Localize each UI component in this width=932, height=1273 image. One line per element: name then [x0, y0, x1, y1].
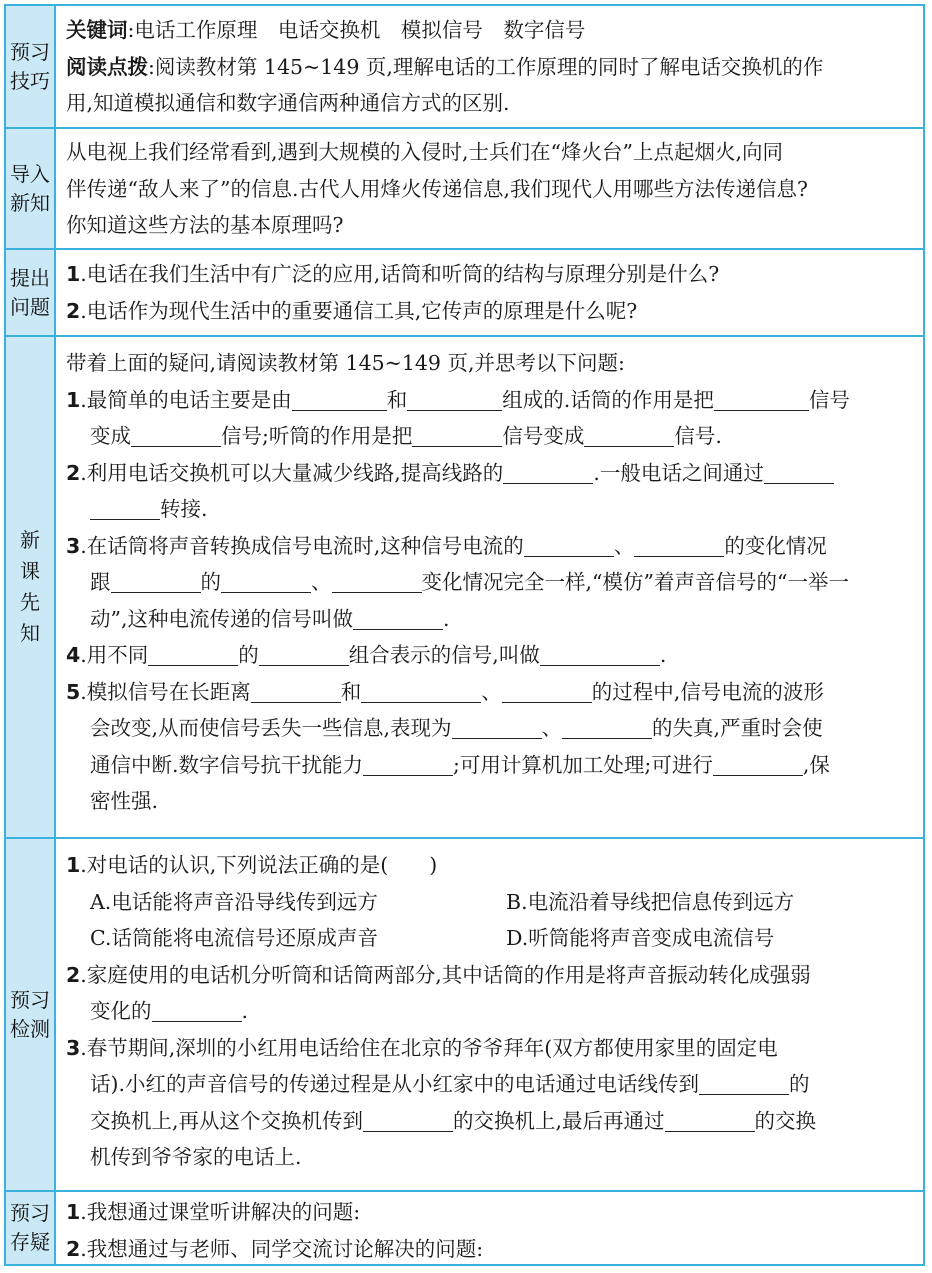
answer-blank[interactable] — [540, 643, 660, 666]
intro-text: 带着上面的疑问,请阅读教材第 145~149 页,并思考以下问题: — [66, 351, 625, 375]
answer-blank[interactable] — [148, 643, 238, 666]
text-line: 话).小红的声音信号的传递过程是从小红家中的电话通过电话线传到 的 — [90, 1072, 810, 1096]
answer-blank[interactable] — [363, 753, 453, 776]
choice-options-row — [66, 920, 915, 957]
text-line — [66, 49, 915, 86]
answer-blank[interactable] — [251, 680, 341, 703]
text-line — [66, 12, 915, 49]
option-a[interactable]: A.电话能将声音沿导线传到远方 — [90, 889, 378, 914]
answer-blank[interactable] — [764, 461, 834, 484]
answer-blank[interactable] — [412, 424, 502, 447]
answer-blank[interactable] — [90, 497, 160, 520]
section-label: 预习 技巧 — [6, 6, 56, 127]
answer-blank[interactable] — [714, 388, 809, 411]
paragraph-line: 从电视上我们经常看到,遇到大规模的入侵时,士兵们在“烽火台”上点起烟火,向同 — [66, 140, 784, 164]
answer-blank[interactable] — [152, 999, 242, 1022]
keywords-label: 关键词 — [66, 18, 128, 42]
reading-label: 阅读点拨 — [66, 54, 148, 79]
option-c[interactable]: C.话筒能将电流信号还原成声音 — [90, 926, 378, 950]
question-item: 1.最简单的电话主要是由 和 组成的.话筒的作用是把 信号 — [66, 387, 850, 412]
answer-blank[interactable] — [634, 534, 724, 557]
section-new-lesson — [6, 335, 923, 837]
question-item: 2.我想通过与老师、同学交流讨论解决的问题: — [66, 1236, 484, 1261]
section-content — [66, 134, 915, 244]
paragraph-line: 伴传递“敌人来了”的信息.古代人用烽火传递信息,我们现代人用哪些方法传递信息? — [66, 176, 808, 201]
text-line: 会改变,从而使信号丢失一些信息,表现为 、 的失真,严重时会使 — [90, 716, 823, 740]
text-line: 机传到爷爷家的电话上. — [90, 1145, 302, 1169]
text-line: 跟 的 、 变化情况完全一样,“模仿”着声音信号的“一举一 — [90, 570, 849, 594]
answer-blank[interactable] — [502, 680, 592, 703]
answer-blank[interactable] — [562, 716, 652, 739]
question-item: 1.对电话的认识,下列说法正确的是( ) — [66, 853, 438, 877]
answer-blank[interactable] — [503, 461, 593, 484]
answer-blank[interactable] — [259, 643, 349, 666]
option-b[interactable]: B.电流沿着导线把信息传到远方 — [506, 889, 795, 914]
answer-blank[interactable] — [131, 424, 221, 447]
answer-blank[interactable] — [407, 388, 502, 411]
keywords-text: :电话工作原理 电话交换机 模拟信号 数字信号 — [127, 18, 586, 42]
answer-blank[interactable] — [363, 1109, 453, 1132]
answer-blank[interactable] — [221, 570, 311, 593]
answer-blank[interactable] — [111, 570, 201, 593]
question-item: 3.春节期间,深圳的小红用电话给住在北京的爷爷拜年(双方都使用家里的固定电 — [66, 1035, 778, 1060]
answer-blank[interactable] — [353, 607, 443, 630]
question-item: 1.电话在我们生活中有广泛的应用,话筒和听筒的结构与原理分别是什么? — [66, 262, 720, 286]
section-label: 导入 新知 — [6, 129, 56, 248]
section-content — [66, 12, 915, 122]
question-item: 2.家庭使用的电话机分听筒和话筒两部分,其中话筒的作用是将声音振动转化成强弱 — [66, 962, 811, 987]
answer-blank[interactable] — [713, 753, 803, 776]
text-line: 密性强. — [90, 789, 159, 813]
paragraph-line: 你知道这些方法的基本原理吗? — [66, 213, 344, 237]
section-intro — [6, 127, 923, 248]
answer-blank[interactable] — [665, 1109, 755, 1132]
section-questions — [6, 248, 923, 335]
question-item: 2.利用电话交换机可以大量减少线路,提高线路的 .一般电话之间通过 — [66, 455, 915, 492]
section-preview-doubts — [6, 1190, 923, 1264]
question-item: 1.我想通过课堂听讲解决的问题: — [66, 1200, 361, 1224]
answer-blank[interactable] — [292, 388, 387, 411]
answer-blank[interactable] — [361, 680, 481, 703]
answer-blank[interactable] — [332, 570, 422, 593]
answer-blank[interactable] — [452, 716, 542, 739]
worksheet-table — [4, 4, 925, 1266]
text-line: 变化的 . — [90, 999, 249, 1023]
section-label: 预习 检测 — [6, 839, 56, 1190]
section-preview-test — [6, 837, 923, 1190]
section-label: 预习 存疑 — [6, 1192, 56, 1264]
section-preview-tips — [6, 6, 923, 127]
choice-options-row — [66, 884, 915, 921]
question-item: 5.模拟信号在长距离 和 、 的过程中,信号电流的波形 — [66, 679, 824, 704]
section-label: 提出 问题 — [6, 250, 56, 335]
text-line: 动”,这种电流传递的信号叫做 . — [90, 606, 450, 631]
option-d[interactable]: D.听筒能将声音变成电流信号 — [506, 926, 775, 950]
text-line: 变成 信号;听筒的作用是把 信号变成 信号. — [90, 424, 722, 448]
answer-blank[interactable] — [699, 1072, 789, 1095]
question-item: 3.在话筒将声音转换成信号电流时,这种信号电流的 、 的变化情况 — [66, 533, 827, 558]
text-line: 交换机上,再从这个交换机传到 的交换机上,最后再通过 的交换 — [90, 1108, 817, 1133]
answer-blank[interactable] — [584, 424, 674, 447]
section-content — [66, 256, 915, 329]
section-content — [66, 345, 915, 820]
reading-text-cont: 用,知道模拟通信和数字通信两种通信方式的区别. — [66, 91, 510, 115]
text-line: 通信中断.数字信号抗干扰能力 ;可用计算机加工处理;可进行 ,保 — [90, 752, 830, 777]
reading-text: :阅读教材第 145~149 页,理解电话的工作原理的同时了解电话交换机的作 — [148, 54, 824, 79]
question-item: 4.用不同 的 组合表示的信号,叫做 . — [66, 643, 667, 667]
answer-blank[interactable] — [524, 534, 614, 557]
text-line: 转接. — [66, 491, 915, 528]
section-content — [66, 847, 915, 1176]
question-item: 2.电话作为现代生活中的重要通信工具,它传声的原理是什么呢? — [66, 298, 638, 323]
section-content — [66, 1194, 915, 1267]
section-label: 新 课 先 知 — [6, 337, 56, 837]
